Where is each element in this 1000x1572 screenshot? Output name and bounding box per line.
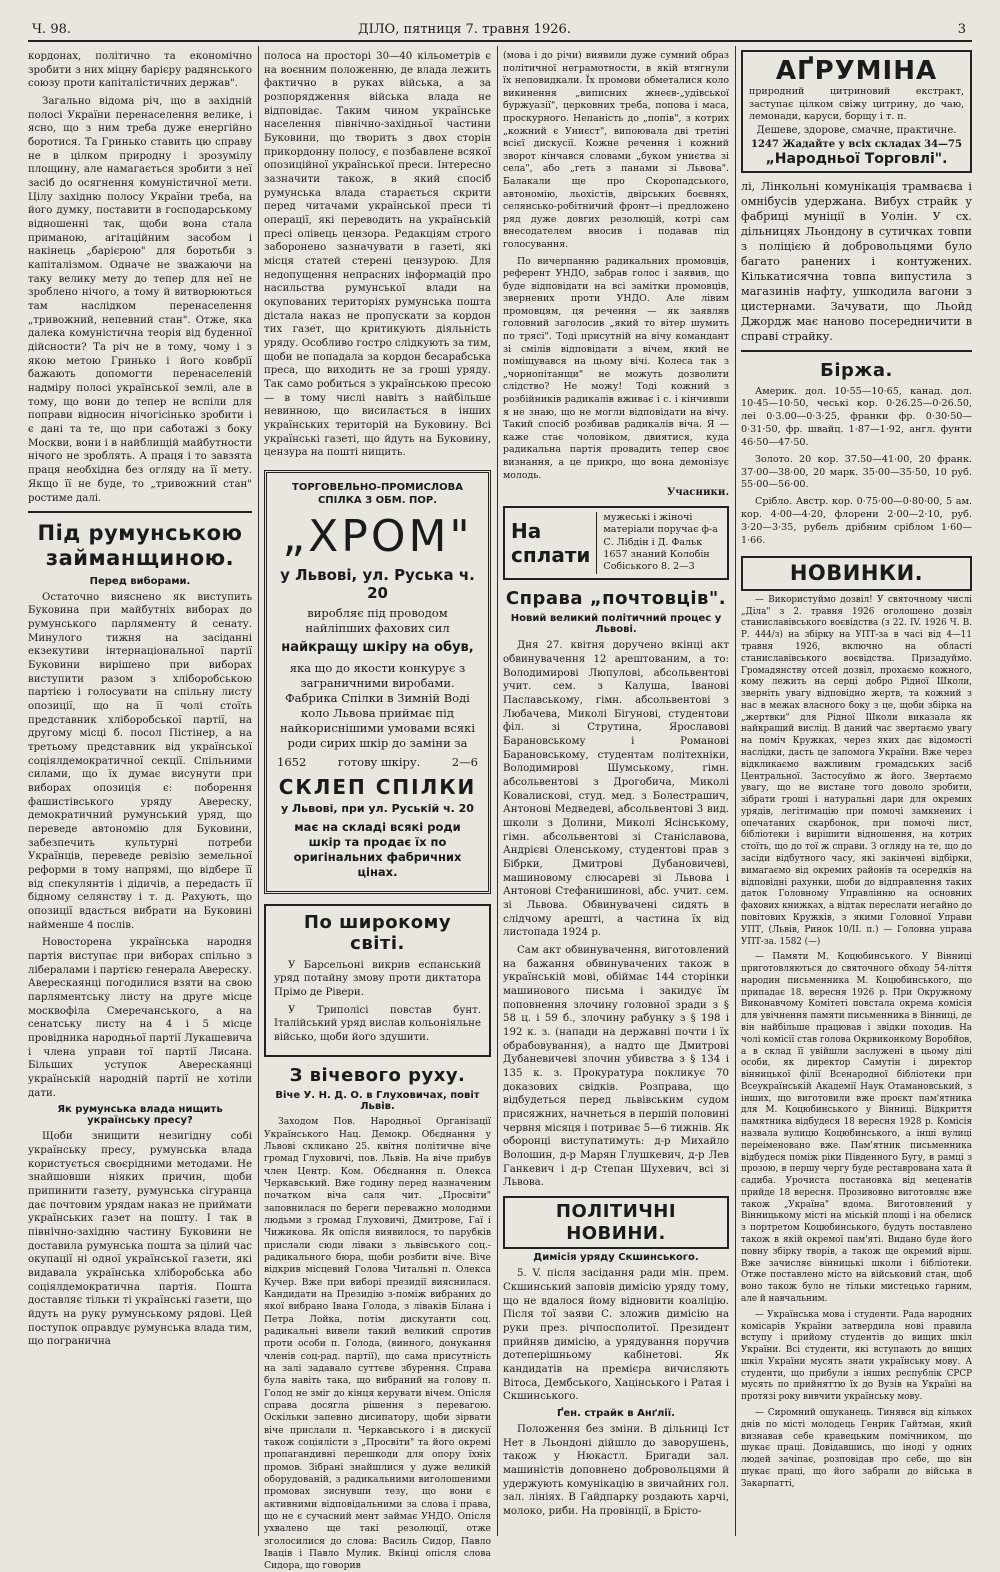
news-item: У Барсельоні викрив еспанський уряд потайну змову проти диктатора Прімо де Рівери.: [274, 959, 481, 999]
market-rates: Золото. 20 кор. 37.50—41·00, 20 франк. 37·00—38·00, 20 марк. 35·00—35·50, 10 руб. 55·00—56·00.: [741, 453, 972, 491]
ad-brand-name: „ХРОМ": [282, 511, 473, 563]
divider: [28, 511, 252, 513]
article-paragraph: 5. V. після засідання ради мін. прем. Скшинський заповів димісію уряду тому, що не вдалося йому відновити коаліцію. Після тої заяви С. зложив димісію на руки през. річпосполитої. Президент прийняв димісію, а урядування поручив дотеперішньому кабінетові. Як кандидатів на премієра вичисляють Вітоса, Дембського, Хацінського і Ратая і Скшинського.: [503, 1268, 729, 1403]
article-subtitle: Перед виборами.: [89, 575, 191, 587]
section-title: НОВИНКИ.: [789, 560, 924, 585]
column-1: [28, 50, 252, 1538]
article-title: Під румунською займанщиною.: [37, 521, 243, 571]
ad-text: мужеські і жіночі матеріали поручає ф-а С. Лібдін і Д. Фальк 1657 знаний Колобін Собіського 8. 2—3: [603, 511, 718, 573]
article-continuation: полоса на просторі 30—40 кільометрів є на воєнним положенню, де влада лежить фактично в руках війська, а за розпорядження війська влада не відповідає. Таким чином українське населення північно-західньої частини Буковини, що творить з двох сторін прикордонну полосу, є позбавлене всякої опозиційної української преси. Інтересно зазначити також, в який спосіб румунська влада старається скрити перед читачами української преси ті операції, які переводить на українській пресі олівець цензора. Редакціям строго заборонено зазначувати в газеті, які місця статей стерені цензурою. Для недопущення непрасних інформацій про насильства румунської влади на окупованих територіях румунська пошта дістала наказ не пропускати за кордон тих газет, що критикують діяльність уряду. Особливо гостро слідкують за тим, щоби не попадала за кордон бесарабська преса, що виходить не за гроші уряду. Так само робиться з українською пресою — в тому числі навіть з найбільше невинною, що висилається в інших українських територій на Буковину. Всі українські газеті, що йдуть на Буковину, цензура на пошті нищить.: [264, 51, 491, 459]
ad-label: На сплати: [511, 512, 597, 574]
ad-text: виробляє під проводом найліпших фахових сил: [305, 606, 450, 636]
article-paragraph: Дня 27. квітня доручено вкінці акт обвинувачення 12 арештованим, а то: Володимирові Люпулові, абсольвентові учит. сем. з Калуша, Іванові Паславському, гімн. абсольвентові з Любачева, Миколі Бігуновi, студентови філ. зі Струтина, Ярославові Барановському і Романові Барановському, студентам політехніки, Володимирові Шумському, гімн. абсольвентові з Дрогобича, Миколі Ковалисковi, студ. мед. з Болестрашич, Антонові Медведеві, абсольвентові 3 вид. школи з Долини, Миколі Ясінському, гімн. абсольвентові зі Станіславова, Андрієві Оленському, студентові прав з Бібрки, Дмитрові Дубановичеві, машиновому слюсареві зі Львова і Антонові Стефанишинові, абс. учит. сем. зі Львова. Обвинувачені сидять в слідчому арешті, а частина їх від листопада 1924 р.: [503, 640, 729, 939]
market-rates: Америк. дол. 10·55—10·65, канад. дол. 10·45—10·50, чеські кор. 0·26.25—0·26.50, лei 0·3.00—0·3·25, франки фр. 0·30·50—0·31·50, фр. швайц. 1·87—1·92, англ. фунти 46·50—47·50.: [741, 385, 972, 448]
ad-store-title: СКЛЕП СПІЛКИ: [278, 775, 477, 800]
ad-text: 1247 Жадайте у всіх складах 34—75: [751, 138, 962, 150]
advertisement-agrumina: [741, 50, 972, 173]
article-paragraph: Новосторена українська народня партія виступає при виборах спільно з лібералами і партією генерала Авереску. Аверескаянці погодилися взяти на свою парляментську листу на друге місце москвофіла Смеречанського, а на сенатську листу на 4 і 5 місце провідника народньої партії Лукашевича і члена управи тої партії Лисана. Більших уступок Аверескаянці українській народній партії не хотіли дати.: [28, 937, 252, 1099]
ad-code-line: [277, 755, 478, 770]
ad-text: природний цитриновий екстракт, заступає цілком свіжу цитрину, до чаю, лемонади, каруси, борщу і т. п.: [749, 86, 964, 123]
section-title: Біржа.: [820, 359, 893, 381]
column-4: [741, 50, 972, 1538]
ad-text: готову шкіру.: [337, 754, 421, 769]
ad-address: у Львові, ул. Руська ч. 20: [280, 566, 475, 603]
news-item: У Триполісі повстав бунт. Італійський уряд вислав кольоніяльне військо, щоби його здушити.: [274, 1004, 481, 1044]
column-rule: [735, 46, 736, 1536]
article-paragraph: Загально відома річ, що в західній полосі України перенаселення велике, і ясно, що з ним треба дуже енергійно боротися. Та Гринько ставить цю справу не в цілком природну і зрозумілу площину, але намагається зробити з неї засіб до осягнення комуністичної мети. Цілу західню полосу України треба, на його думку, поставити в господарському відношенні так, щоби вона стала приманою, агітаційним засобом і накінець „барієрою" для боротьби з капіталізмом. Одначе не зважаючи на таку велику мету до тепер для неї не зроблено нічого, а тому й витворюються там наслідком перенаселення „тривожний, непевний стан". Отже, яка далека комуністична теорія від буденної дійсности? Та річ не в тому, чому і з якою метою Гринько і його ковбрії бажають допомогти перенаселеній надміру полосі української землі, але в тому, що вони до тепер не вспіли для поправи відносин нічогісінько зробити і є дані та те, що при саботажі з боку Москви, вони і в найблищій майбутности нічого не зроблять. А праця і то завзята праця необхідна без огляду на її мету. Якщо її не буде, то „тривожний стан" ростиме далі.: [28, 96, 252, 504]
article-subtitle: Як румунська влада нищить українську пресу?: [57, 1104, 223, 1127]
column-rule: [258, 46, 259, 1536]
column-3: [503, 50, 729, 1538]
section-title-box: [741, 556, 972, 591]
news-item: — Памяти М. Коцюбинського. У Вінниці приготовляються до святочного обходу 54-ліття народин письменника М. Коцюбинського, що припадає 18. вересня 1926 р. При Окружному Виконавчому Комітеті повстала окрема комісія для увічнення памяти письменника в Вінниці, де він найбільше працював і звідки походив. На чолі комісії став голова Окрвиконкому Воробйов, а в склад її увійшли заслужені в цьому ділі особи, як директор Самутін і директор вінницької філії Всенародної бібліотеки при Всеукраїнській Академії Наук Отамановський, з інших, що виготовили вже проєкт пам'ятника для М. Коцюбинського у Вінниці. Відкриття памятника відбудеся 18 вересня 1928 р. Комісія назвала вулицю Коцюбинського, а інші вулиці переіменовано вже. Пам'ятник письменника відбудеся поміж ріки Південного Бугу, в рамці з прозою, в першу чергу буде реставрована хата й садиба. Урочиста постановка від меценатів прийде 18 вересня. Прозивовно виготовляє вже також „Україна" вдома. Виготовлений у Вінницькому місті на міській площі і на обелиск з портретом Коцюбинського, будуть поставлено також в якій окремої пам'яті. Видано буде його повну збірку творів, а також ще окремий вірш. Вже зачисляє вінницькі школи і бібліотеки. Отже поставлено місто на військовий стан, щоб воно також було не тільки мистецько гарним, але й навчальним.: [741, 952, 972, 1304]
page-header: [28, 18, 972, 42]
article-paragraph: Щоби знищити незигідну собі українську пресу, румунська влада користується своєрідними методами. Не знайшовши ніяких причин, щоби припинити газету, румунська сігуранца дає почтовим урядам наказ не приймати українських газет на пошту. І так в північно-західню частину Буковини не доставила румунська пошта за цілий час окупації ні одної української газети, які видавала українська хліборобська або соціялдемократична партія. Пошта доставляє тільки ті українські газети, що йдуть на руку румунському рядові. Цей поступок оправдує румунська влада тим, що погранична: [28, 1131, 252, 1348]
page-number: 3: [957, 22, 966, 37]
ad-store-name: „Народньої Торговлі".: [765, 150, 948, 167]
section-title: З вічевого руху.: [289, 1064, 466, 1086]
article-continuation: лі, Лінкольні комунікація трамваєва і омнібусів удержана. Вибух страйк у фабриці муніції в Уолін. У сх. дільницях Льондону в сутичках товпи з поліцією й добровольцями було багато ранених і контужених. Кількатисячна товпа випустила з магазинів нафту, ушкодила вагони з цистернами. Зачувати, що Льойд Джордж має наново посередничити в справі страйку.: [741, 179, 972, 343]
advertisement-fabrics: [503, 506, 729, 580]
article-subtitle: Ґен. страйк в Анґлії.: [557, 1407, 675, 1419]
ad-brand-name: АҐРУМІНА: [775, 56, 938, 86]
news-item: — Сиромний ошуканець. Тинявся від кількох днів по місті молодець Генрик Гайтман, який визнавав себе кравецьким помічником, що шукає праці. Довідавшись, що іноді у одних людей зачіпає, розповідав про себе, що він шукає праці, що його забрали до війська в Закарпатті,: [741, 1407, 972, 1489]
article-title: Справа „почтовців".: [505, 587, 727, 609]
paper-title-date: ДІЛО, пятниця 7. травня 1926.: [358, 22, 571, 37]
ad-text: Дешеве, здорове, смачне, практичне.: [756, 125, 957, 137]
article-paragraph: Положення без зміни. В дільниці Іст Нет в Льондоні дійшло до заворушень, також у Нюкастл. Бригади зал. машиністів доповнено добровольцями й удержують комунікацію в звичайних гол. зал. лініях. В Гайдпарку роздають харчі, молоко, риби. На провінції, в Брісто-: [503, 1423, 729, 1517]
ad-code: 1652: [277, 754, 307, 769]
section-title-box: [503, 1196, 729, 1249]
ad-store-address: у Львові, при ул. Руській ч. 20: [281, 802, 474, 816]
advertisement-khrom: [264, 470, 491, 893]
ad-headline: найкращу шкіру на обув,: [281, 640, 474, 656]
article-subtitle: Димісія уряду Скшинського.: [533, 1252, 699, 1264]
issue-number: Ч. 98.: [32, 22, 71, 37]
column-rule: [497, 46, 498, 1536]
article-subtitle: Віче У. Н. Д. О. в Глуховичах, повіт Львів.: [275, 1090, 480, 1113]
news-item: — Використуймо дозвіл! У святочному числі „Діла" з 2. травня 1926 оголошено дозвіл станиславівського воєвідства (з 22. IV. 1926 Ч. В. Р. 444/з) на збірку на УПТ-за в часі від 4—11 травня 1926, включно на області станиславівського воєвідства. Призадуймо. Громадянству отсей дозвіл, прохаємо кожного, кому лежить на серці добро Рідної Школи, зверніть увагу відповідно жертв, та кожний з нас в межах власного боку з це, щоби збірка на „жертвки" для Рідної Школи виказала як найкращий вислід. В даний час звертаємо увагу на поміч Кружках, через яких дає відомості наслідки, дасть це запомога України. Вже через відкликаємо важливим громадських засіб Центральної. Застосуймо ж його. Звертаємо увагу, що не вистане того доволо зробити, зібрати гроші і натуральні дари для окремих урядів, легітимацію при помочі замкнених і опечатаних скарбонок, при помочі лист, бібліотеки і вирішити відношення, на котрих стоїть, що до тої ж справи. З огляду на те, що до засіди відбутного часу, які закінчені відбірки, вимагаємо від окремих районів та осередків на відповідні рахунки, шоби до відправлення таких даток Головному Управлінню на основних фахових книжках, а відтак переслати негайно до повітових Кружків, з якими Головної Управи УПТ, (Львів, Ринок 10/II. п.) — Головна управа УПТ-за. 1582 (—): [741, 594, 972, 947]
world-news-box: [264, 904, 491, 1057]
ad-text: яка що до якости конкурує з заграничними виробами. Фабрика Спілки в Зимній Воді коло Львова приймає під найкориснішими умовами всякі роди сирих шкір до заміни за: [280, 660, 475, 750]
article-paragraph: Сам акт обвинувачення, виготовлений на бажання обвинувачених також в українській мові, обіймає 144 сторінки машинового письма і закидує їм поповнення злочину головної зради з § 58 ц. і 59 б., злочину рабунку з § 198 і 192 к. з. (напади на державні почти і їх обрабовування), а надто ще Дмитрові Дубаневичеві злочин убивства з § 134 і 135 к. з. Прокуратура покликує 70 доказових свідків. Розправа, що відбудеться перед львівським судом присяжних, начнеться в першій половині червня місяця і потриває 5—6 тижнів. Як оборонці виступатимуть: д-р Михайло Волошин, д-р Марян Глушкевич, д-р Лев Ганкевич і д-р Степан Шухевич, всі зі Львова.: [503, 944, 729, 1189]
article-paragraph: По вичерпанню радикальних промовців, референт УНДО, забрав голос і заявив, що буде відповідати на всі замітки промовців, звернених проти УНДО. Але лівим промовцям, ця речення — як заявляв головний заголосив „який то вітер шумить по трясі". Тоді присутній на вічу командант зі смілів відповідати з вічем, який не поміщувався на цьому вічі. Колеса так з „чорнопітанщи" не можуть дозволити слідство? Не можу! Тоді кожний з розбійників радикалів вживає і с. і кінчивши я не знаю, що не могли відповідати на вічу. Такий спосіб розбивав радикалів віча. Я — каже стає чоловіком, двиятися, куда радикальна партія провадить тепер своє визнання, а це прикро, що вона демонізує молодь.: [503, 255, 729, 481]
article-paragraph: Остаточно вияснено як виступить Буковина при майбутніх виборах до румунського парляменту й сенату. Минулого тижня на засіданні екзекутиви інтернаціональної партії Буковини вирішено при виборах виступити разом з хліборобською партією і голосувати на спільну листу опозиції, що на її чолі стоїть представник хліборобської партії, на другому місці б. посол Пістінер, а на третьому представник від української соціялдемократичної секції. Спільними силами, що їх думає висунути при виборах опозиція є: поборення фашистівського уряду Авереску, демократичний румунський уряд, що переведе автономію для Буковини, забезпечить культурні потреби Українців, переведе ревізію земельної реформи в тому напрямі, що відбере її від спекулянтів і дідичів, а передасть її бідному селянству і т. д. Рахують, що опозиції вдасться вибрати на Буковині найменше 4 послів.: [28, 591, 252, 931]
article-signature: Учасники.: [666, 486, 729, 499]
article-subtitle: Новий великий політичний процес у Львові.: [510, 613, 722, 636]
article-continuation: кордонах, політично та економічно зробити з них міцну барієру радянського союзу проти капіталістичних держав".: [28, 51, 252, 90]
ad-company-type: ТОРГОВЕЛЬНО-ПРОМИСЛОВА СПІЛКА З ОБМ. ПОР.: [292, 482, 463, 507]
article-continuation: (мова і до річи) виявили дуже сумний образ політичної неграмотности, в якій втягнули їх неповидкали. Їх промови обметалися коло викинення „виписних жнеєв-„удівської буржуазії", церковних треба, попова і маса, проскурного. Непаність до „попів", з котрих „кожний є Униєст", випоювала дві третіні всієї дискусії. Кожне речення і кожний зворот кінчався словами „буком униєтва зі села", або „геть з панами зі Львова". Балакали ще про Скоропадського, автономію, льохістів, двірських боєвнях, селянсько-робітничий фронт—і предложено ряд дуже довгих резолюцій, котрі сам внесодателем вносив і подавав під голосування.: [503, 50, 729, 250]
section-title: ПОЛІТИЧНІ НОВИНИ.: [555, 1201, 677, 1244]
ad-code: 2—6: [451, 754, 478, 769]
news-item: — Українська мова і студенти. Рада народних комісарів України затвердила нові правила вступу і прийому студентів до вищих шкіл України. Всі студенти, які вступають до вищих шкіл України мусять знати українську мову. А студенти, що прибули з інших республік СРСР мусять по прийняттю їх до Вузів на Україні на протязі року вивчити українську мову.: [741, 1309, 972, 1403]
divider: [741, 350, 972, 352]
ad-text: має на складі всякі роди шкір та продає їх по оригінальних фабричних цінах.: [293, 819, 462, 879]
section-title: По широкому світі.: [303, 911, 452, 955]
article-paragraph: Заходом Пов. Народньої Організації Українського Нац. Демокр. Обєднання у Львові скликано 25. квітня політичне віче громад Глуховичі, пов. Львів. На віче прибув член Центр. Ком. Обєднання п. Олекса Черкавський. Вже годину перед назначеним початком віча саля чит. „Просвіти" заповнилася по береги переважно молодими людьми з громад Глуховичі, Дмитрове, Гаї і Чижикова. Як опісля виявилося, то парубків прислали сюди ліваки з львівського соц.-радикального бюра, щоби розбити віче. Віче відкрив місцевий Голова Читальні п. Олекса Кучер. Вже при виборі президії вияснилася. Кандидати на Президію з-поміж вибраних до якої вибрано Івана Голода, з ліваків Білана і Петра Лойка, потім дискутанти соц. радикальні вивели такий великий спротив проти особи п. Голода, (винного, донукання членів соц-рад. партії), що сама присутність на залі задавало суттєве збурення. Справа була навіть така, що вибраний на голову п. Голод не зміг до кінця керувати вічем. Опісля справа досягла рішення з перевагою. Оскільки запевно дисипатору, щоби зірвати віче прислали п. Черкавського і в дискусії також соціялісти з „Просвіти" та його окремі пропагандивні перешкоди для опору їхніх промов. Зібрані знайшлися у дуже великій оборудованій, з радикальними виголошеними промовах зиснувши тезу, що вони є активними відповідальними за слова і права, що не є сучасний мент займає УНДО. Опісля ухвалено ще такі резолюції, отже зголосилися до слова: Василь Сидор, Павло Іваців і Павло Мулик. Вкінці опісля слова Сидора, що говорив: [264, 1116, 491, 1572]
column-2: [264, 50, 491, 1572]
market-rates: Срібло. Австр. кор. 0·75·00—0·80·00, 5 ам. кор. 4·00—4·20, флорени 2·00—2·10, руб. 3·20—3·35, рубель дрібним сріблом 1·60—1·66.: [741, 496, 972, 546]
